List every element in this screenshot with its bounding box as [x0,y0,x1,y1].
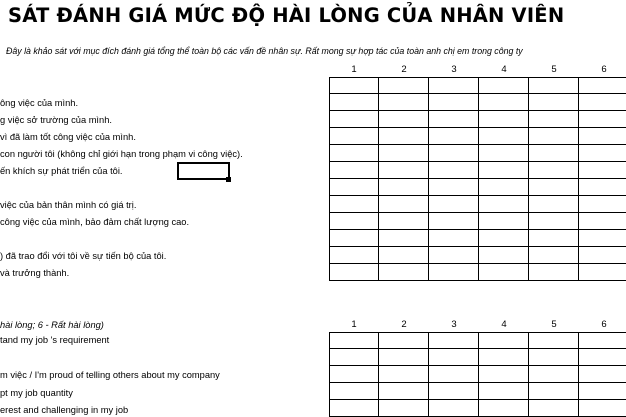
s1-rating-cell[interactable] [429,128,479,145]
s1-rating-cell[interactable] [429,111,479,128]
s1-rating-cell[interactable] [479,77,529,94]
s1-scale-header-6: 6 [601,64,607,75]
s1-rating-cell[interactable] [329,162,379,179]
s2-scale-header-3: 3 [451,319,457,330]
scale-legend: hài lòng; 6 - Rất hài lòng) [0,320,104,330]
s1-rating-cell[interactable] [379,111,429,128]
s1-rating-cell[interactable] [579,128,626,145]
s1-rating-cell[interactable] [529,111,579,128]
s1-rating-cell[interactable] [329,94,379,111]
s1-rating-cell[interactable] [579,94,626,111]
s1-question-text: công việc của mình, bảo đảm chất lượng cao. [0,217,190,227]
s1-rating-cell[interactable] [379,247,429,264]
s2-scale-header-1: 1 [351,319,357,330]
s1-rating-cell[interactable] [329,111,379,128]
s1-rating-cell[interactable] [529,196,579,213]
s2-rating-cell[interactable] [529,332,579,349]
s1-question-text: và trưởng thành. [0,268,70,278]
s2-rating-cell[interactable] [529,400,579,417]
s2-rating-cell[interactable] [529,383,579,400]
s2-rating-cell[interactable] [429,400,479,417]
s2-rating-cell[interactable] [329,332,379,349]
s1-rating-cell[interactable] [379,128,429,145]
s2-rating-cell[interactable] [479,332,529,349]
s1-rating-cell[interactable] [429,94,479,111]
s2-question-text: m việc / I'm proud of telling others about my company [0,370,220,380]
s1-question-text: con người tôi (không chỉ giới hạn trong phạm vi công việc). [0,149,243,159]
s2-rating-cell[interactable] [579,332,626,349]
s1-rating-cell[interactable] [329,128,379,145]
s1-rating-cell[interactable] [329,247,379,264]
s1-scale-header-1: 1 [351,64,357,75]
s2-rating-cell[interactable] [479,366,529,383]
s1-rating-cell[interactable] [329,196,379,213]
s1-rating-cell[interactable] [379,77,429,94]
s1-rating-cell[interactable] [329,213,379,230]
s1-rating-cell[interactable] [529,94,579,111]
s2-question-text: pt my job quantity [0,387,73,398]
s2-rating-cell[interactable] [379,366,429,383]
s1-rating-cell[interactable] [429,196,479,213]
s1-rating-cell[interactable] [479,111,529,128]
s1-rating-cell[interactable] [529,128,579,145]
s1-rating-cell[interactable] [429,264,479,281]
s2-rating-cell[interactable] [579,400,626,417]
s2-rating-cell[interactable] [579,366,626,383]
s1-question-text: ông việc của mình. [0,98,79,108]
s1-rating-cell[interactable] [579,77,626,94]
s1-rating-cell[interactable] [579,230,626,247]
s1-rating-cell[interactable] [379,196,429,213]
survey-intro: Đây là khảo sát với mục đích đánh giá tổng thể toàn bộ các vấn đề nhân sự. Rất mong sự hợp tác của toàn anh chị em trong công ty [6,46,523,56]
s2-rating-cell[interactable] [479,400,529,417]
s1-rating-cell[interactable] [379,94,429,111]
s1-rating-cell[interactable] [579,213,626,230]
s1-question-text: ) đã trao đổi với tôi về sự tiến bộ của tôi. [0,251,167,261]
s1-question-text: ến khích sự phát triển của tôi. [0,166,123,176]
s1-rating-cell[interactable] [579,196,626,213]
s1-scale-header-4: 4 [501,64,507,75]
s1-rating-cell[interactable] [479,196,529,213]
s1-rating-cell[interactable] [379,264,429,281]
s1-scale-header-3: 3 [451,64,457,75]
s2-question-text: tand my job 's requirement [0,335,110,345]
s2-rating-cell[interactable] [429,349,479,366]
s1-rating-cell[interactable] [529,162,579,179]
s1-rating-cell[interactable] [479,264,529,281]
s2-scale-header-6: 6 [601,319,607,330]
s1-rating-cell[interactable] [529,179,579,196]
s1-question-text: việc của bản thân mình có giá trị. [0,200,137,210]
active-cell-selection[interactable] [177,162,230,180]
s1-rating-cell[interactable] [479,213,529,230]
s1-scale-header-5: 5 [551,64,557,75]
s1-rating-cell[interactable] [579,247,626,264]
s2-rating-cell[interactable] [329,400,379,417]
s2-question-text: erest and challenging in my job [0,405,129,415]
s1-rating-cell[interactable] [329,77,379,94]
s1-rating-cell[interactable] [329,145,379,162]
s1-rating-cell[interactable] [329,179,379,196]
s1-question-text: vì đã làm tốt công việc của mình. [0,132,136,142]
s2-rating-cell[interactable] [329,366,379,383]
s1-rating-cell[interactable] [479,179,529,196]
s1-rating-cell[interactable] [429,179,479,196]
s1-question-text: g việc sở trường của mình. [0,115,112,125]
s2-rating-cell[interactable] [579,349,626,366]
s1-rating-cell[interactable] [479,94,529,111]
s1-rating-cell[interactable] [479,230,529,247]
s1-rating-cell[interactable] [579,162,626,179]
s1-rating-cell[interactable] [579,111,626,128]
s2-scale-header-5: 5 [551,319,557,330]
s1-scale-header-2: 2 [401,64,407,75]
s2-scale-header-4: 4 [501,319,507,330]
s1-rating-cell[interactable] [429,77,479,94]
s1-rating-cell[interactable] [329,230,379,247]
s2-rating-cell[interactable] [429,332,479,349]
s2-rating-cell[interactable] [479,383,529,400]
s1-rating-cell[interactable] [579,264,626,281]
s1-rating-cell[interactable] [529,77,579,94]
s1-rating-cell[interactable] [529,145,579,162]
s1-rating-cell[interactable] [379,230,429,247]
s2-rating-cell[interactable] [329,383,379,400]
survey-title: SÁT ĐÁNH GIÁ MỨC ĐỘ HÀI LÒNG CỦA NHÂN VIÊN [8,4,565,27]
s1-rating-cell[interactable] [379,145,429,162]
fill-handle[interactable] [226,177,231,182]
s1-rating-cell[interactable] [579,145,626,162]
s1-rating-cell[interactable] [479,162,529,179]
s1-rating-cell[interactable] [479,145,529,162]
s2-rating-cell[interactable] [379,349,429,366]
s1-rating-cell[interactable] [529,264,579,281]
s2-rating-cell[interactable] [379,332,429,349]
s2-rating-cell[interactable] [479,349,529,366]
s1-rating-cell[interactable] [379,162,429,179]
s1-rating-cell[interactable] [429,162,479,179]
s2-rating-cell[interactable] [329,349,379,366]
s2-rating-cell[interactable] [529,349,579,366]
s1-rating-cell[interactable] [529,213,579,230]
s1-rating-cell[interactable] [479,128,529,145]
s1-rating-cell[interactable] [429,230,479,247]
s2-rating-cell[interactable] [529,366,579,383]
s1-rating-cell[interactable] [479,247,529,264]
s1-rating-cell[interactable] [529,230,579,247]
s2-rating-cell[interactable] [429,366,479,383]
s2-scale-header-2: 2 [401,319,407,330]
s1-rating-cell[interactable] [529,247,579,264]
s2-rating-cell[interactable] [579,383,626,400]
s1-rating-cell[interactable] [379,179,429,196]
s1-rating-cell[interactable] [429,247,479,264]
s1-rating-cell[interactable] [379,213,429,230]
s1-rating-cell[interactable] [579,179,626,196]
s1-rating-cell[interactable] [429,145,479,162]
s2-rating-cell[interactable] [429,383,479,400]
s2-rating-cell[interactable] [379,400,429,417]
s1-rating-cell[interactable] [329,264,379,281]
s1-rating-cell[interactable] [429,213,479,230]
s2-rating-cell[interactable] [379,383,429,400]
